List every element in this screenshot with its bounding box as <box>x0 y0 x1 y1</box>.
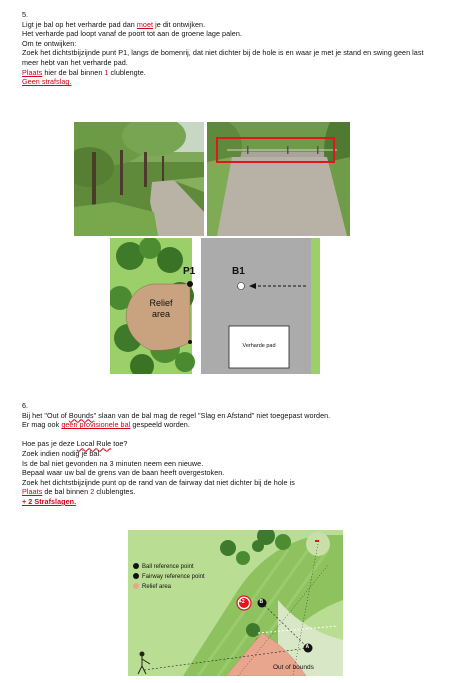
relief-diagram-path <box>110 238 320 374</box>
text-span: " slaan van de bal mag de regel "Slag en Afstand" niet toegepast worden. <box>93 410 331 420</box>
legend-relief-area: Relief area <box>142 584 172 590</box>
section-6-line-5: Is de bal niet gevonden na 3 minuten neem een nieuwe. <box>22 458 204 468</box>
text-span: clublengtes. <box>94 487 136 497</box>
penalty-badge: +2 <box>239 599 245 605</box>
text-span: gespeeld worden. <box>130 420 190 430</box>
label-p1: P1 <box>183 266 196 277</box>
text-span: je dit ontwijken. <box>153 19 206 29</box>
relief-area-label <box>138 298 184 320</box>
paved-path-label: Verharde pad <box>242 343 276 349</box>
section-5-line-4: Zoek het dichtstbijzijnde punt P1, langs de bomenrij, dat niet dichter bij de hole is en waar je met je stand en swing geen last <box>22 48 424 58</box>
section-6-line-6: Bepaal waar uw bal de grens van de baan heeft overgestoken. <box>22 468 225 478</box>
text-span: Er mag ook <box>22 420 62 430</box>
penalty-text: + 2 Strafslagen. <box>22 496 77 506</box>
diagram-legend <box>142 562 205 592</box>
section-6-line-2 <box>22 420 330 430</box>
section-5-line-2: Het verharde pad loopt vanaf de poort tot aan de groene lage palen. <box>22 29 242 39</box>
section-6-line-1 <box>22 411 330 421</box>
no-penalty-text: Geen strafslag. <box>22 77 72 87</box>
label-b1: B1 <box>232 266 245 277</box>
section-6-text <box>22 401 330 507</box>
photo-tree-lined-path <box>74 122 204 236</box>
section-6-number: 6. <box>22 401 29 410</box>
marker-b: B <box>259 599 264 605</box>
section-5-line-1 <box>22 20 424 30</box>
word-moet: moet <box>136 19 154 29</box>
out-of-bounds-label: Out of bounds <box>273 664 314 671</box>
section-6-line-3 <box>22 439 330 449</box>
no-provisional-ball: geen provisionele bal <box>61 420 131 430</box>
section-6-line-4: Zoek indien nodig je bal. <box>22 448 102 458</box>
text-span: Hoe pas je deze <box>22 439 77 449</box>
photo-gravel-path <box>207 122 350 236</box>
section-5-text <box>22 10 424 87</box>
text-span: clublengte. <box>108 67 146 77</box>
text-span: toe? <box>111 439 128 449</box>
text-span: hier de bal binnen <box>42 67 105 77</box>
text-span: de bal binnen <box>42 487 91 497</box>
marker-a: A <box>305 644 310 650</box>
club-count: 1 <box>104 67 109 77</box>
relief-word: Relief <box>149 298 173 308</box>
word-bounds: Bounds <box>68 410 94 420</box>
section-5-line-6 <box>22 68 424 78</box>
text-span: Ligt je bal op het verharde pad dan <box>22 19 137 29</box>
legend-fairway-reference: Fairway reference point <box>142 574 205 580</box>
text-span: Bij het "Out of <box>22 410 69 420</box>
word-plaats: Plaats <box>22 67 43 77</box>
out-of-bounds-diagram <box>128 530 343 676</box>
word-plaats: Plaats <box>22 487 43 497</box>
word-local-rule: Local Rule <box>76 439 112 449</box>
section-6-line-8 <box>22 487 330 497</box>
section-5-line-5: meer hebt van het verharde pad. <box>22 57 128 67</box>
area-word: area <box>151 309 170 319</box>
section-5-line-3: Om te ontwijken: <box>22 38 77 48</box>
club-count: 2 <box>90 487 95 497</box>
section-5-number: 5. <box>22 10 29 19</box>
section-6-line-7: Zoek het dichtstbijzijnde punt op de rand van de fairway dat niet dichter bij de hole is <box>22 477 295 487</box>
legend-ball-reference: Ball reference point <box>142 564 194 570</box>
blank-line <box>22 430 330 440</box>
